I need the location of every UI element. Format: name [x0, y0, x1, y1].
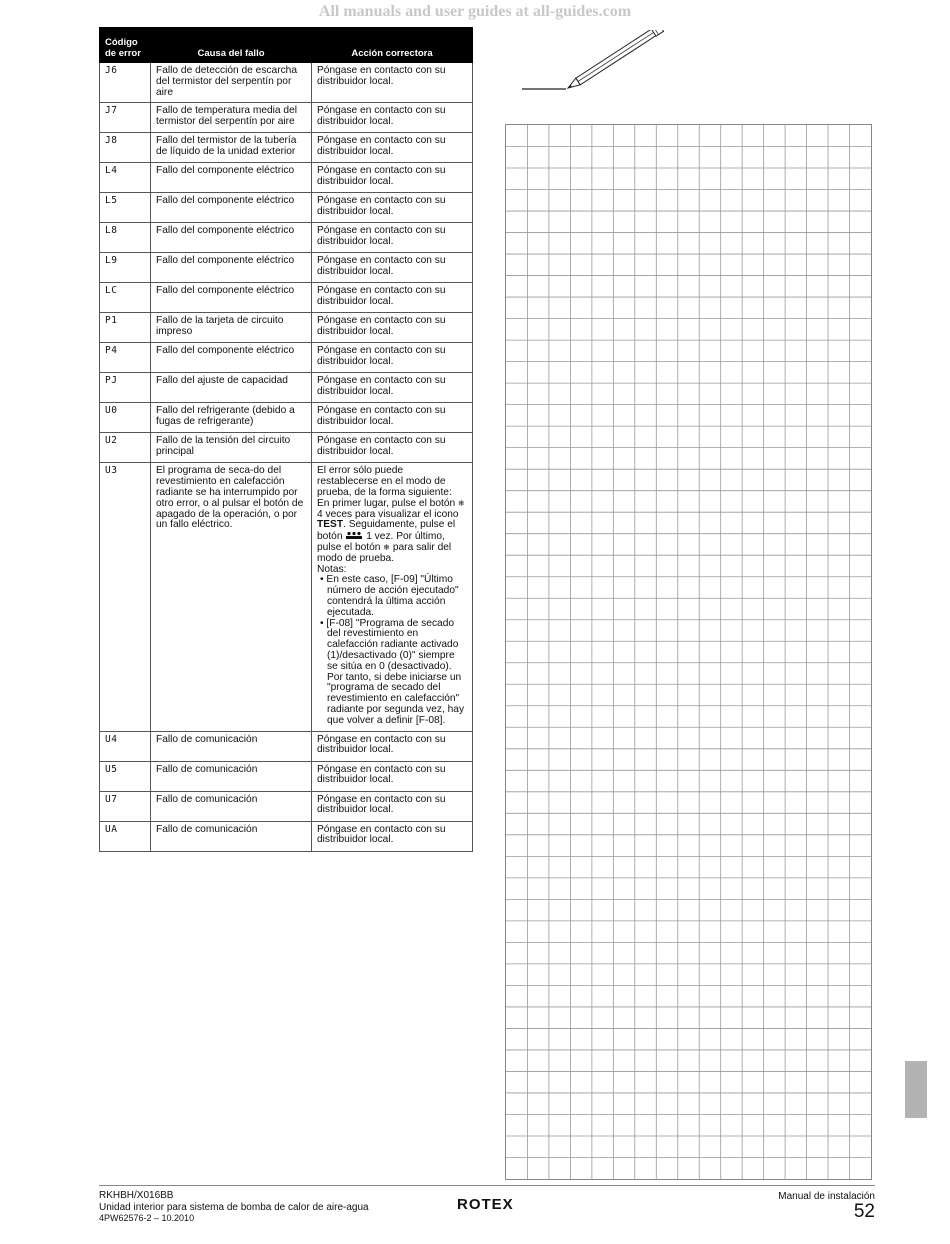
action-text: . Seguidamente, pulse el botón [317, 519, 456, 543]
error-cause: Fallo del componente eléctrico [151, 193, 312, 223]
error-cause: Fallo de comunicación [151, 761, 312, 791]
error-code: U4 [100, 731, 151, 761]
error-action: Póngase en contacto con su distribuidor local. [312, 103, 473, 133]
footer-divider [99, 1185, 875, 1186]
error-cause: Fallo de comunicación [151, 821, 312, 851]
error-code: J6 [100, 63, 151, 103]
error-action: Póngase en contacto con su distribuidor local. [312, 283, 473, 313]
snowflake-button-icon: ❄ [383, 542, 390, 552]
error-cause: Fallo del componente eléctrico [151, 223, 312, 253]
table-row [100, 63, 473, 103]
error-action: Póngase en contacto con su distribuidor local. [312, 313, 473, 343]
table-row [100, 403, 473, 433]
error-action: Póngase en contacto con su distribuidor local. [312, 821, 473, 851]
error-cause: Fallo de comunicación [151, 731, 312, 761]
notes-grid [505, 124, 872, 1180]
action-text: 1 vez. Por último, pulse el botón [317, 531, 445, 553]
table-row [100, 433, 473, 463]
error-code: U2 [100, 433, 151, 463]
error-action: Póngase en contacto con su distribuidor local. [312, 373, 473, 403]
table-row [100, 343, 473, 373]
error-action: Póngase en contacto con su distribuidor local. [312, 133, 473, 163]
error-code: J8 [100, 133, 151, 163]
heater-button-icon [345, 531, 363, 540]
error-code: L4 [100, 163, 151, 193]
table-row [100, 731, 473, 761]
error-cause: Fallo del termistor de la tubería de líquido de la unidad exterior [151, 133, 312, 163]
action-text: para salir del modo de prueba. [317, 541, 452, 564]
error-code: L9 [100, 253, 151, 283]
error-cause: Fallo del componente eléctrico [151, 343, 312, 373]
test-label: TEST [317, 519, 344, 531]
table-row [100, 103, 473, 133]
error-action: Póngase en contacto con su distribuidor local. [312, 433, 473, 463]
section-tab [905, 1061, 927, 1118]
watermark: All manuals and user guides at all-guides.com [318, 3, 632, 20]
error-code: LC [100, 283, 151, 313]
error-cause: Fallo de la tarjeta de circuito impreso [151, 313, 312, 343]
footer-left [99, 1190, 369, 1225]
error-code: U5 [100, 761, 151, 791]
table-row [100, 283, 473, 313]
footer-description: Unidad interior para sistema de bomba de calor de aire-agua [99, 1201, 369, 1213]
error-action: Póngase en contacto con su distribuidor local. [312, 223, 473, 253]
error-action: Póngase en contacto con su distribuidor local. [312, 403, 473, 433]
error-code: L8 [100, 223, 151, 253]
notes-title: Notas: [317, 563, 347, 575]
error-code: P4 [100, 343, 151, 373]
note-item: • [F-08] "Programa de secado del revestimiento en calefacción radiante activado (1)/desactivado (0)" siempre se sitúa en 0 (desactivado). Por tanto, si debe iniciarse un "programa de secado del revestimiento en calefacción" radiante por segunda vez, hay que volver a definir [F-08]. [320, 617, 465, 726]
table-row [100, 133, 473, 163]
error-code: L5 [100, 193, 151, 223]
error-code: U7 [100, 791, 151, 821]
error-cause: Fallo del componente eléctrico [151, 253, 312, 283]
error-code: J7 [100, 103, 151, 133]
error-code: P1 [100, 313, 151, 343]
action-text: El error sólo puede restablecerse en el modo de prueba, de la forma siguiente: En primer lugar, pulse el botón [317, 465, 456, 509]
header-code: Código de error [100, 28, 151, 63]
error-cause: Fallo del ajuste de capacidad [151, 373, 312, 403]
error-action: Póngase en contacto con su distribuidor local. [312, 343, 473, 373]
error-action: Póngase en contacto con su distribuidor local. [312, 253, 473, 283]
error-cause: Fallo del componente eléctrico [151, 163, 312, 193]
table-row [100, 373, 473, 403]
footer-model: RKHBH/X016BB [99, 1190, 174, 1201]
footer-doc-id: 4PW62576-2 – 10.2010 [99, 1213, 195, 1223]
error-code-table [99, 27, 473, 852]
table-row [100, 313, 473, 343]
action-text: 4 veces para visualizar el icono [317, 508, 459, 520]
error-code: PJ [100, 373, 151, 403]
error-cause: Fallo de comunicación [151, 791, 312, 821]
table-row [100, 821, 473, 851]
table-row [100, 223, 473, 253]
pencil-icon [520, 30, 670, 94]
snowflake-button-icon: ❄ [458, 498, 465, 508]
header-action: Acción correctora [312, 28, 473, 63]
error-action: Póngase en contacto con su distribuidor local. [312, 761, 473, 791]
table-row [100, 163, 473, 193]
page-number: 52 [853, 1201, 875, 1222]
error-action: Póngase en contacto con su distribuidor local. [312, 193, 473, 223]
error-cause: Fallo del refrigerante (debido a fugas de refrigerante) [151, 403, 312, 433]
brand-logo: ROTEX [457, 1196, 514, 1213]
error-action: Póngase en contacto con su distribuidor local. [312, 63, 473, 103]
table-row-u3 [100, 463, 473, 731]
table-row [100, 791, 473, 821]
error-action: Póngase en contacto con su distribuidor local. [312, 791, 473, 821]
error-cause: El programa de seca-do del revestimiento en calefacción radiante se ha interrumpido por otro error, o al pulsar el botón de apagado de la operación, o por un fallo eléctrico. [151, 463, 312, 731]
error-cause: Fallo de detección de escarcha del termistor del serpentín por aire [151, 63, 312, 103]
error-cause: Fallo de temperatura media del termistor del serpentín por aire [151, 103, 312, 133]
table-row [100, 761, 473, 791]
header-cause: Causa del fallo [151, 28, 312, 63]
table-row [100, 253, 473, 283]
footer-manual: Manual de instalación [778, 1191, 875, 1202]
error-cause: Fallo del componente eléctrico [151, 283, 312, 313]
error-code: UA [100, 821, 151, 851]
table-header-row [100, 28, 473, 63]
note-item: • En este caso, [F-09] "Último número de acción ejecutado" contendrá la última acción ejecutada. [320, 574, 459, 618]
error-cause: Fallo de la tensión del circuito principal [151, 433, 312, 463]
error-action: Póngase en contacto con su distribuidor local. [312, 731, 473, 761]
error-action: Póngase en contacto con su distribuidor local. [312, 163, 473, 193]
table-row [100, 193, 473, 223]
error-code: U0 [100, 403, 151, 433]
error-code: U3 [100, 463, 151, 731]
error-action [312, 463, 473, 731]
